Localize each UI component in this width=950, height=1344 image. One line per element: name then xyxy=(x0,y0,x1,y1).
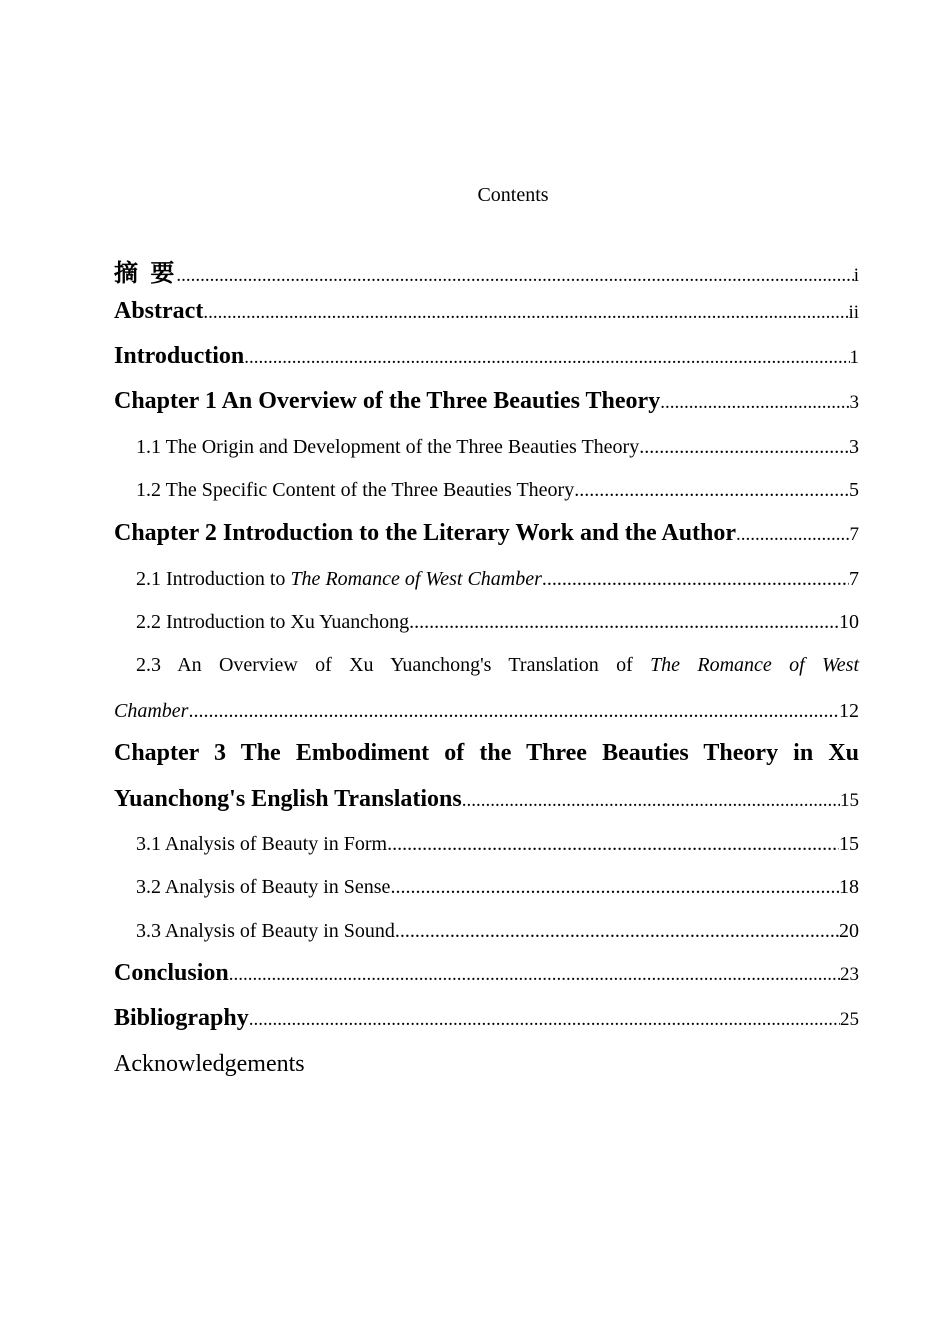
toc-label: Chapter 2 Introduction to the Literary Work and the Author xyxy=(114,520,737,546)
toc-page-number: 23 xyxy=(840,964,859,985)
toc-label: Chapter 1 An Overview of the Three Beauties Theory xyxy=(114,388,661,414)
toc-label-italic-title: Chamber xyxy=(114,700,189,722)
toc-page-number: ii xyxy=(848,302,859,323)
toc-entry-chapter-3-line-1[interactable]: Chapter 3 The Embodiment of the Three Beauties Theory in Xu xyxy=(114,740,859,766)
toc-page-number: 10 xyxy=(839,611,859,633)
toc-label: Yuanchong's English Translations xyxy=(114,786,462,812)
toc-page-number: 1 xyxy=(849,347,859,368)
toc-entry-section-2-3-line-2[interactable] xyxy=(114,700,859,723)
toc-label xyxy=(136,568,542,591)
toc-page-number: 5 xyxy=(849,479,859,501)
toc-label-text: 2.1 Introduction to xyxy=(136,568,291,590)
toc-entry-introduction[interactable] xyxy=(114,343,859,370)
toc-leader-dots xyxy=(660,392,849,414)
toc-leader-dots xyxy=(462,790,840,812)
toc-leader-dots xyxy=(409,611,839,634)
toc-leader-dots xyxy=(390,876,839,899)
toc-label-text: 2.3 An Overview of Xu Yuanchong's Translation of xyxy=(136,654,651,676)
toc-label: Introduction xyxy=(114,343,245,369)
toc-label: Conclusion xyxy=(114,960,229,986)
toc-label: 1.2 The Specific Content of the Three Beauties Theory xyxy=(136,479,575,501)
toc-entry-abstract[interactable] xyxy=(114,298,859,325)
toc-leader-dots xyxy=(188,700,839,723)
toc-entry-section-2-2[interactable] xyxy=(136,611,859,634)
toc-entry-section-3-3[interactable] xyxy=(136,920,859,943)
toc-entry-section-1-1[interactable] xyxy=(136,436,859,459)
toc-leader-dots xyxy=(387,833,839,856)
toc-page-number: 7 xyxy=(849,568,859,590)
toc-entry-section-2-3-line-1[interactable] xyxy=(136,654,859,677)
toc-leader-dots xyxy=(395,920,839,943)
toc-label: 3.2 Analysis of Beauty in Sense xyxy=(136,876,391,898)
toc-page-number: 25 xyxy=(840,1009,859,1030)
toc-leader-dots xyxy=(244,347,849,369)
toc-label: 2.2 Introduction to Xu Yuanchong xyxy=(136,611,410,633)
toc-label-italic-title: The Romance of West Chamber xyxy=(290,568,542,590)
toc-entry-section-3-2[interactable] xyxy=(136,876,859,899)
toc-label: Abstract xyxy=(114,298,204,324)
toc-label: 摘 要 xyxy=(114,259,177,287)
toc-entry-chapter-1[interactable] xyxy=(114,388,859,415)
toc-entry-bibliography[interactable] xyxy=(114,1005,859,1032)
toc-label: 3.1 Analysis of Beauty in Form xyxy=(136,833,388,855)
toc-label-italic-title: The Romance of West xyxy=(650,654,859,676)
toc-leader-dots xyxy=(574,479,849,502)
toc-label: Bibliography xyxy=(114,1005,249,1031)
toc-label: 1.1 The Origin and Development of the Three Beauties Theory xyxy=(136,436,640,458)
toc-page-number: 7 xyxy=(849,524,859,545)
toc-leader-dots xyxy=(639,436,849,459)
toc-label: 3.3 Analysis of Beauty in Sound xyxy=(136,920,395,942)
toc-entry-chapter-3-line-2[interactable] xyxy=(114,786,859,813)
toc-page-number: i xyxy=(853,265,859,286)
toc-page-number: 15 xyxy=(840,790,859,811)
toc-entry-section-1-2[interactable] xyxy=(136,479,859,502)
toc-entry-conclusion[interactable] xyxy=(114,960,859,987)
toc-page-number: 15 xyxy=(839,833,859,855)
toc-entry-zhaiyao[interactable] xyxy=(114,253,859,288)
toc-entry-acknowledgements[interactable]: Acknowledgements xyxy=(114,1051,305,1077)
toc-page-number: 18 xyxy=(839,876,859,898)
toc-leader-dots xyxy=(229,964,840,986)
toc-page-number: 12 xyxy=(839,700,859,722)
toc-entry-section-2-1[interactable] xyxy=(136,568,859,591)
toc-leader-dots xyxy=(176,265,853,287)
toc-leader-dots xyxy=(542,568,849,591)
toc-entry-chapter-2[interactable] xyxy=(114,520,859,547)
page-title: Contents xyxy=(477,184,549,206)
toc-label xyxy=(114,700,188,723)
toc-page-number: 3 xyxy=(849,436,859,458)
toc-leader-dots xyxy=(203,302,848,324)
toc-leader-dots xyxy=(249,1009,840,1031)
toc-page-number: 3 xyxy=(849,392,859,413)
toc-leader-dots xyxy=(736,524,849,546)
toc-entry-section-3-1[interactable] xyxy=(136,833,859,856)
toc-page-number: 20 xyxy=(839,920,859,942)
